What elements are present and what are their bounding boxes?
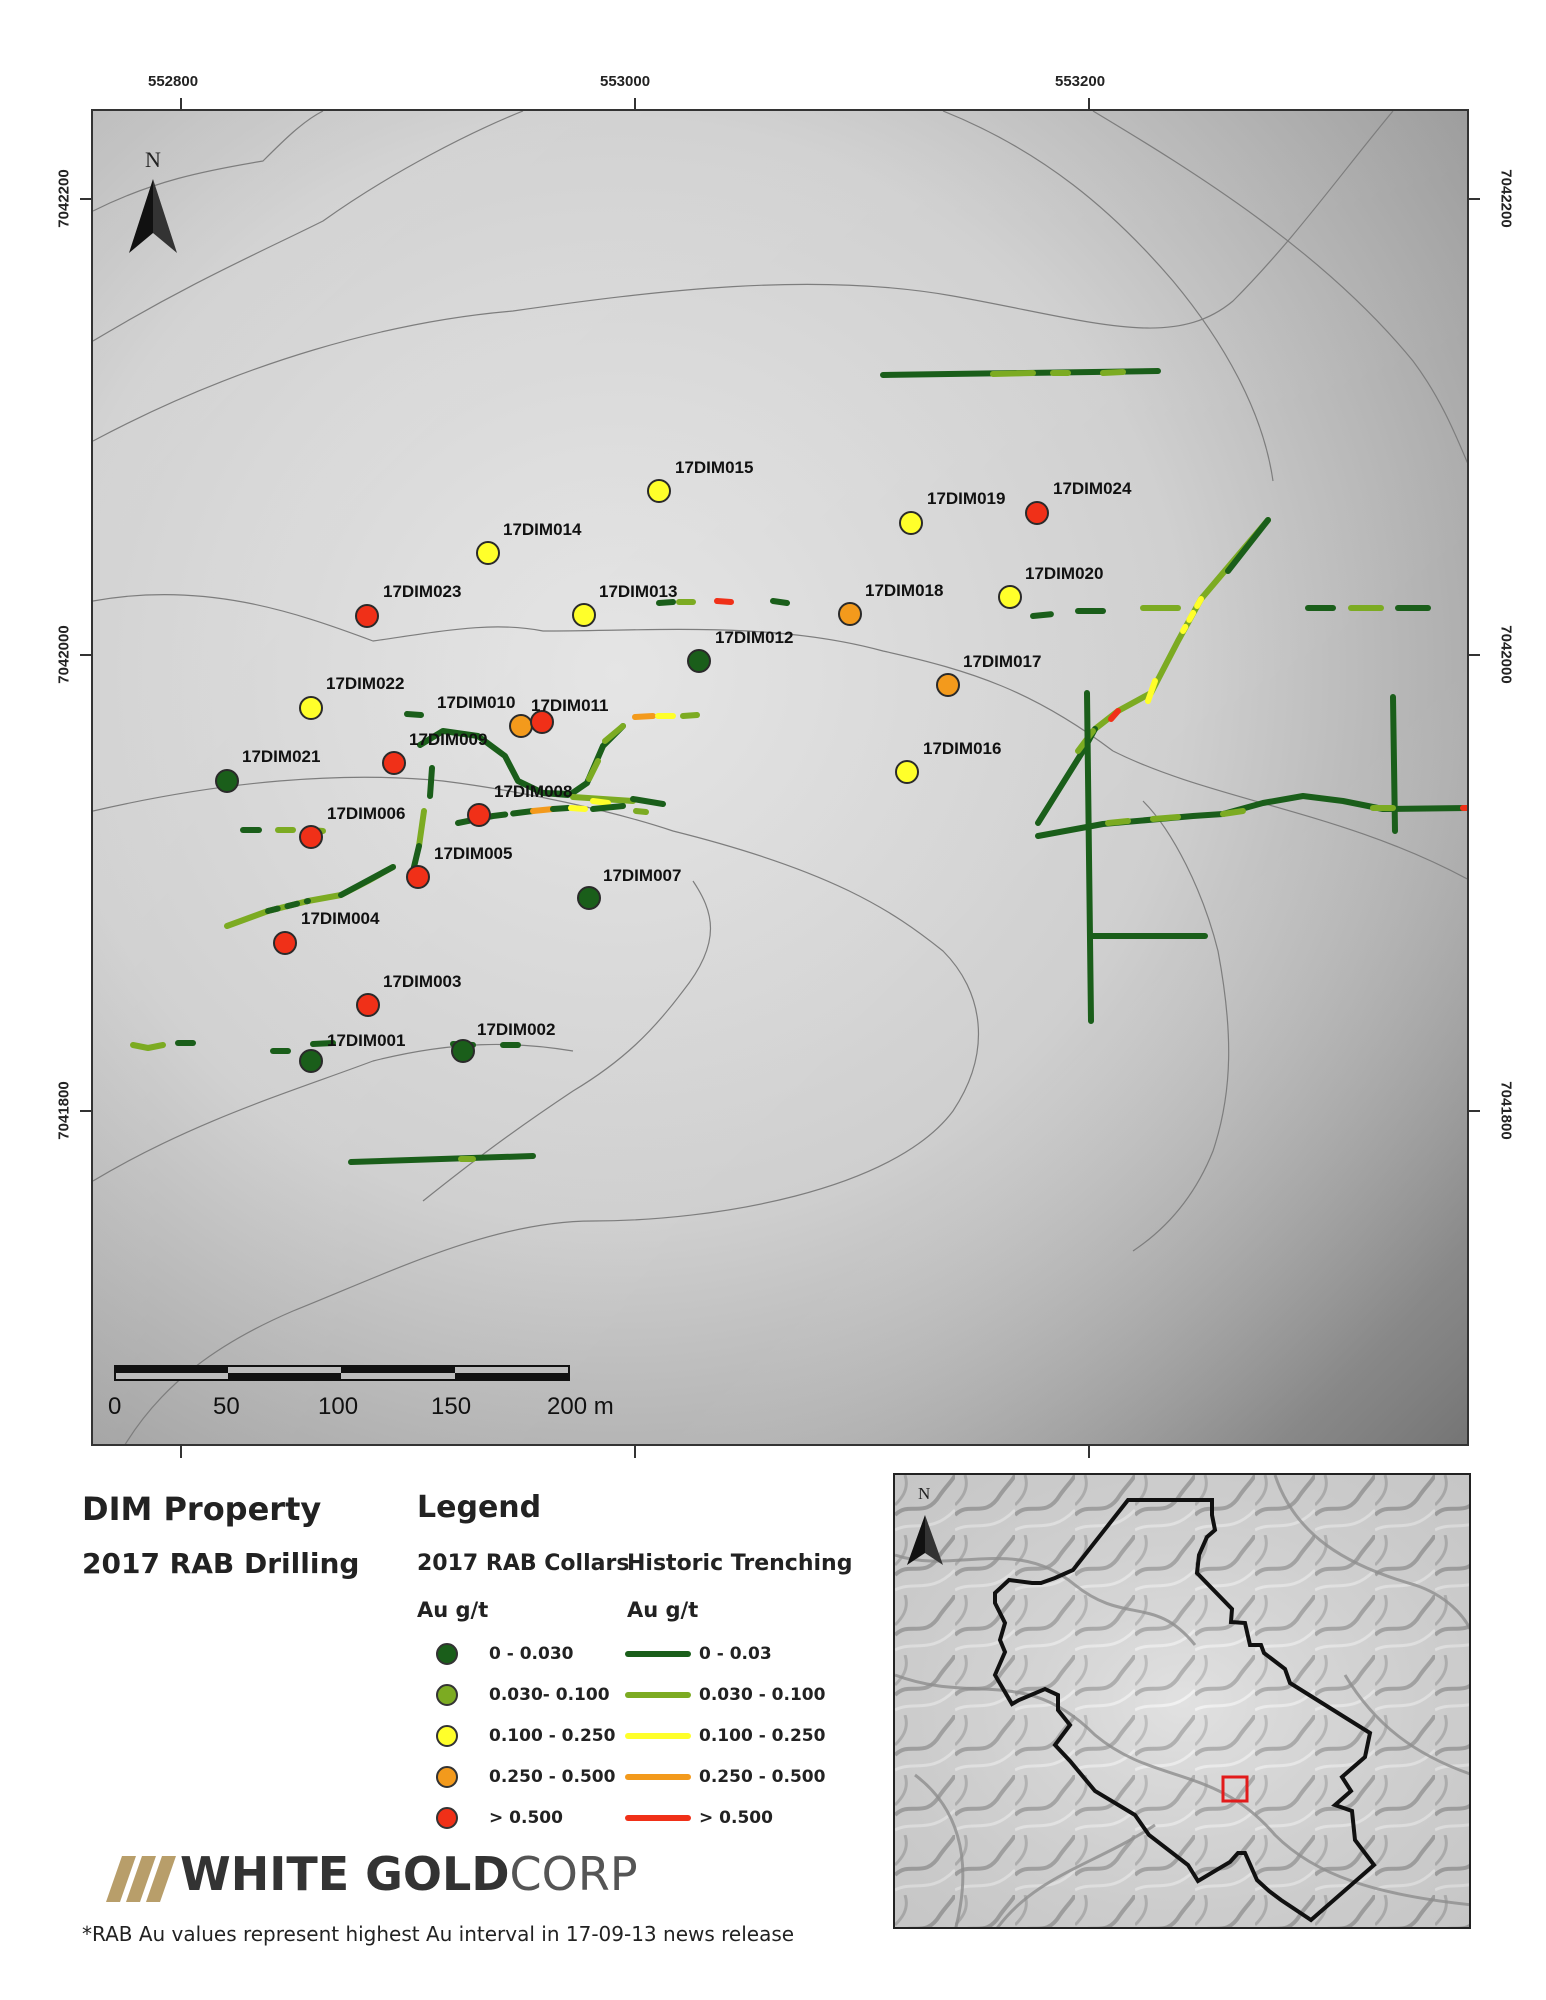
legend-collars-unit: Au g/t — [417, 1598, 489, 1622]
inset-map[interactable] — [893, 1473, 1471, 1929]
collar-17DIM010 — [510, 715, 532, 737]
logo-light-text: CORP — [509, 1847, 638, 1901]
collar-17DIM014 — [477, 542, 499, 564]
company-logo-text — [180, 1847, 638, 1901]
scale-label-200m: 200 m — [547, 1393, 614, 1420]
northing-label-right-3: 7041800 — [1497, 1081, 1515, 1140]
footnote: *RAB Au values represent highest Au interval in 17-09-13 news release — [82, 1922, 795, 1946]
collar-label-17DIM010: 17DIM010 — [437, 693, 516, 712]
legend-heading: Legend — [417, 1490, 542, 1525]
collar-label-17DIM013: 17DIM013 — [599, 582, 678, 601]
inset-north-label: N — [918, 1484, 931, 1503]
collar-label-17DIM015: 17DIM015 — [675, 458, 754, 477]
collar-17DIM018 — [839, 603, 861, 625]
legend-trench-symbol-4 — [625, 1774, 691, 1780]
legend-collar-symbol-5 — [436, 1807, 458, 1829]
easting-label-top-2: 553000 — [600, 73, 651, 90]
collar-label-17DIM005: 17DIM005 — [434, 844, 513, 863]
legend-collar-label-4: 0.250 - 0.500 — [489, 1767, 616, 1787]
collar-label-17DIM011: 17DIM011 — [531, 696, 609, 715]
collar-17DIM004 — [274, 932, 296, 954]
scale-label-50: 50 — [213, 1393, 240, 1420]
main-map-canvas — [93, 111, 1469, 1446]
legend-trench-label-3: 0.100 - 0.250 — [699, 1726, 826, 1746]
company-logo-icon — [92, 1856, 182, 1902]
collar-17DIM008 — [468, 804, 490, 826]
collar-17DIM020 — [999, 586, 1021, 608]
collar-17DIM022 — [300, 697, 322, 719]
collar-17DIM006 — [300, 826, 322, 848]
scale-label-150: 150 — [431, 1393, 472, 1420]
legend-collar-symbol-2 — [436, 1684, 458, 1706]
collar-label-17DIM002: 17DIM002 — [477, 1020, 556, 1039]
easting-label-top-3: 553200 — [1055, 73, 1106, 90]
collar-label-17DIM022: 17DIM022 — [326, 674, 405, 693]
collar-17DIM017 — [937, 674, 959, 696]
map-subtitle: 2017 RAB Drilling — [82, 1547, 360, 1580]
collar-label-17DIM012: 17DIM012 — [715, 628, 794, 647]
map-title: DIM Property — [82, 1490, 322, 1528]
inset-map-canvas — [895, 1475, 1471, 1929]
collar-label-17DIM019: 17DIM019 — [927, 489, 1006, 508]
legend-trench-symbol-2 — [625, 1692, 691, 1698]
legend-trench-symbol-3 — [625, 1733, 691, 1739]
legend-collar-symbol-4 — [436, 1766, 458, 1788]
easting-label-top-1: 552800 — [148, 73, 199, 90]
collar-label-17DIM008: 17DIM008 — [494, 782, 573, 801]
legend-trench-symbol-1 — [625, 1651, 691, 1657]
north-label: N — [145, 147, 161, 172]
northing-label-left-2: 7042000 — [55, 625, 73, 684]
collar-17DIM005 — [407, 866, 429, 888]
collar-17DIM001 — [300, 1050, 322, 1072]
northing-label-left-1: 7042200 — [55, 169, 73, 228]
collar-label-17DIM014: 17DIM014 — [503, 520, 582, 539]
collar-label-17DIM017: 17DIM017 — [963, 652, 1042, 671]
legend-trench-label-5: > 0.500 — [699, 1808, 773, 1828]
legend-trench-label-2: 0.030 - 0.100 — [699, 1685, 826, 1705]
collar-17DIM023 — [356, 605, 378, 627]
scale-label-100: 100 — [318, 1393, 359, 1420]
collar-17DIM007 — [578, 887, 600, 909]
collar-label-17DIM009: 17DIM009 — [409, 730, 488, 749]
collar-label-17DIM003: 17DIM003 — [383, 972, 462, 991]
main-map[interactable] — [91, 109, 1469, 1446]
collar-17DIM002 — [452, 1040, 474, 1062]
collar-17DIM021 — [216, 770, 238, 792]
legend-collar-label-5: > 0.500 — [489, 1808, 563, 1828]
legend-collar-symbol-1 — [436, 1643, 458, 1665]
collar-label-17DIM020: 17DIM020 — [1025, 564, 1104, 583]
logo-bold-text: WHITE GOLD — [180, 1847, 510, 1901]
northing-label-right-2: 7042000 — [1497, 625, 1515, 684]
collar-label-17DIM023: 17DIM023 — [383, 582, 462, 601]
collar-label-17DIM018: 17DIM018 — [865, 581, 944, 600]
collar-17DIM016 — [896, 761, 918, 783]
legend-collars-heading: 2017 RAB Collars — [417, 1551, 630, 1576]
collar-17DIM013 — [573, 604, 595, 626]
collar-17DIM019 — [900, 512, 922, 534]
legend-collar-symbol-3 — [436, 1725, 458, 1747]
collar-label-17DIM024: 17DIM024 — [1053, 479, 1132, 498]
collar-label-17DIM021: 17DIM021 — [242, 747, 321, 766]
northing-label-left-3: 7041800 — [55, 1081, 73, 1140]
collar-17DIM012 — [688, 650, 710, 672]
scale-label-0: 0 — [108, 1393, 122, 1420]
legend-trench-label-4: 0.250 - 0.500 — [699, 1767, 826, 1787]
northing-label-right-1: 7042200 — [1497, 169, 1515, 228]
legend-trench-label-1: 0 - 0.03 — [699, 1644, 772, 1664]
collar-17DIM015 — [648, 480, 670, 502]
collar-label-17DIM007: 17DIM007 — [603, 866, 682, 885]
collar-17DIM024 — [1026, 502, 1048, 524]
collar-label-17DIM001: 17DIM001 — [327, 1031, 406, 1050]
legend-trench-symbol-5 — [625, 1815, 691, 1821]
collar-label-17DIM004: 17DIM004 — [301, 909, 380, 928]
collar-label-17DIM016: 17DIM016 — [923, 739, 1002, 758]
legend-trenching-unit: Au g/t — [627, 1598, 699, 1622]
legend-collar-label-1: 0 - 0.030 — [489, 1644, 574, 1664]
legend-collar-label-2: 0.030- 0.100 — [489, 1685, 610, 1705]
collar-label-17DIM006: 17DIM006 — [327, 804, 406, 823]
legend-trenching-heading: Historic Trenching — [627, 1551, 853, 1576]
legend-collar-label-3: 0.100 - 0.250 — [489, 1726, 616, 1746]
collar-17DIM009 — [383, 752, 405, 774]
collar-17DIM003 — [357, 994, 379, 1016]
